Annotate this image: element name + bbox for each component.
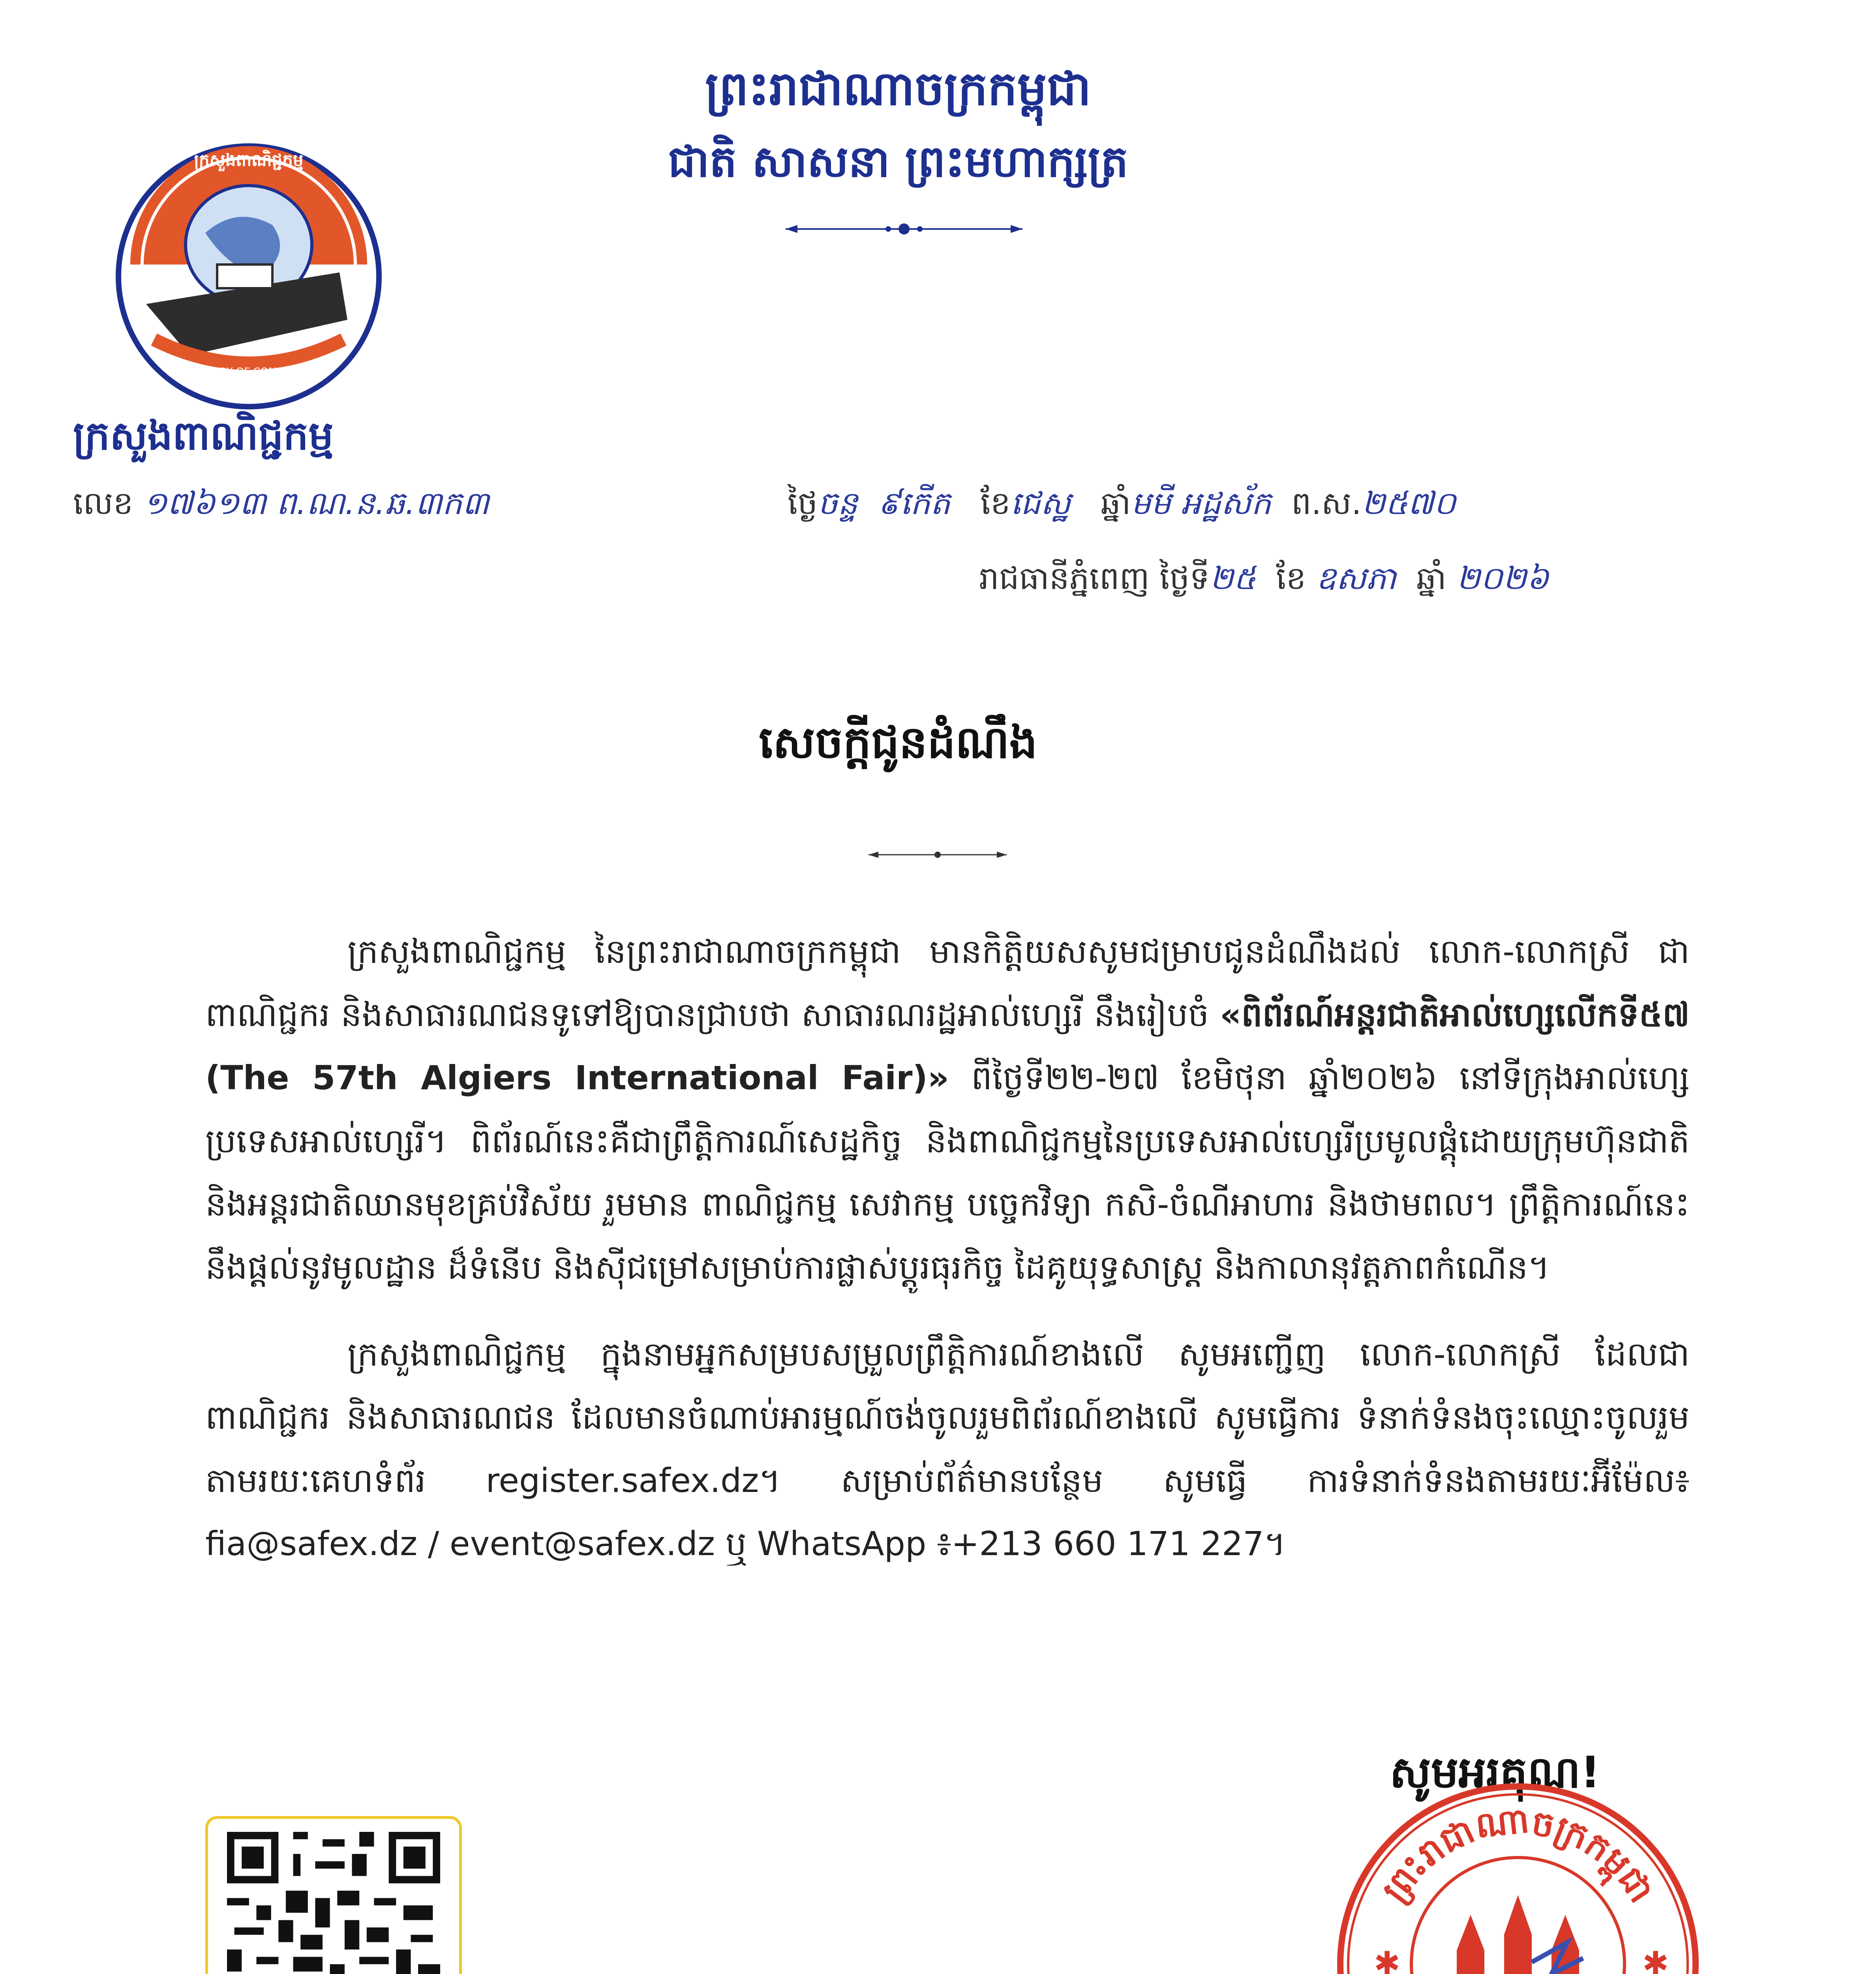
- greg-day: ២៥: [1210, 560, 1256, 597]
- lunar-day: ៩កើត: [878, 485, 951, 522]
- ministry-logo: [87, 134, 411, 418]
- lunar-month: ជេស្ឋ: [1010, 485, 1071, 522]
- closing-thanks: សូមអរគុណ!: [1390, 1747, 1600, 1798]
- reference-number: [73, 484, 489, 530]
- paragraph-1-rest: ពីថ្ងៃទី២២-២៧ ខែមិថុនា ឆ្នាំ២០២៦ នៅទីក្រុងអាល់ហ្សេ ប្រទេសអាល់ហ្សេរី។ ពិព័រណ៍នេះគឺជាព្រឹត្តិការណ៍សេដ្ឋកិច្ច និងពាណិជ្ជកម្មនៃប្រទេសអាល់ហ្សេរីប្រមូលផ្តុំដោយក្រុមហ៊ុនជាតិ និងអន្តរជាតិឈានមុខគ្រប់វិស័យ រួមមាន ពាណិជ្ជកម្ម សេវាកម្ម បច្ចេកវិទ្យា កសិ-ចំណីអាហារ និងថាមពល។ ព្រឹត្តិការណ៍នេះ នឹងផ្តល់នូវមូលដ្ឋាន ដ៏ទំនើប និងស៊ីជម្រៅសម្រាប់ការផ្លាស់ប្តូរធុរកិច្ច ដៃគូយុទ្ធសាស្ត្រ និងកាលានុវត្តភាពកំណើន។: [205, 1058, 1690, 1287]
- fair-name: «ពិព័រណ៍អន្តរជាតិអាល់ហ្សេលើកទី៥៧ (The 57th Algiers International Fair)»: [205, 995, 1690, 1097]
- header-ornament: [786, 221, 1022, 237]
- lunar-year-label: ឆ្នាំ: [1101, 485, 1131, 522]
- paragraph-1-intro: ក្រសួងពាណិជ្ជកម្ម នៃព្រះរាជាណាចក្រកម្ពុជា មានកិត្តិយសសូមជម្រាបជូនដំណឹងដល់ លោក-លោកស្រី ជាពាណិជ្ជករ និងសាធារណជនទូទៅឱ្យបានជ្រាបថា សាធារណរដ្ឋអាល់ហ្សេរី នឹងរៀបចំ: [205, 932, 1690, 1034]
- title-divider: [869, 849, 1007, 861]
- seal-top-text: ព្រះរាជាណាចក្រកម្ពុជា: [1374, 1799, 1662, 1910]
- motto-line: ជាតិ សាសនា ព្រះមហាក្សត្រ: [668, 136, 1128, 187]
- lunar-prefix: ថ្ងៃ: [788, 485, 818, 522]
- lunar-weekday: ចន្ទ: [818, 485, 858, 522]
- svg-text:✱: ✱: [1642, 1945, 1669, 1974]
- qr-code[interactable]: [221, 1832, 446, 1974]
- lunar-month-label: ខែ: [980, 485, 1011, 522]
- greg-year: ២០២៦: [1456, 560, 1549, 597]
- logo-arc-text: ក្រសួងពាណិជ្ជកម្ម: [194, 150, 304, 170]
- kingdom-line: ព្រះរាជាណាចក្រកម្ពុជា: [705, 61, 1091, 116]
- lunar-date: [788, 484, 1456, 530]
- svg-text:✱: ✱: [1374, 1945, 1401, 1974]
- reference-value: ១៧៦១៣ ព.ណ.ន.ឆ.៣ក៣: [143, 485, 490, 522]
- paragraph-1: [205, 920, 1690, 1299]
- greg-year-label: ឆ្នាំ: [1416, 560, 1446, 597]
- greg-prefix: រាជធានីភ្នំពេញ ថ្ងៃទី: [979, 560, 1210, 597]
- document-title: សេចក្តីជូនដំណឹង: [759, 717, 1037, 768]
- lunar-year: មមី អដ្ឋស័ក: [1131, 485, 1271, 522]
- ministry-name: ក្រសួងពាណិជ្ជកម្ម: [73, 413, 334, 459]
- notice-body: [205, 920, 1690, 1575]
- greg-month-label: ខែ: [1276, 560, 1306, 597]
- reference-label: លេខ: [73, 485, 133, 522]
- greg-month: ឧសភា: [1316, 560, 1396, 597]
- paragraph-2: ក្រសួងពាណិជ្ជកម្ម ក្នុងនាមអ្នកសម្របសម្រួលព្រឹត្តិការណ៍ខាងលើ សូមអញ្ជើញ លោក-លោកស្រី ដែលជាពាណិជ្ជករ និងសាធារណជន ដែលមានចំណាប់អារម្មណ៍ចង់ចូលរួមពិព័រណ៍ខាងលើ សូមធ្វើការ ទំនាក់ទំនងចុះឈ្មោះចូលរួមតាមរយៈគេហទំព័រ register.safex.dz។ សម្រាប់ព័ត៌មានបន្ថែម សូមធ្វើ ការទំនាក់ទំនងតាមរយៈអ៊ីម៉ែល៖ fia@safex.dz / event@safex.dz ឬ WhatsApp ៖+213 660 171 227។: [205, 1335, 1690, 1563]
- official-seal: [1330, 1777, 1705, 1974]
- buddhist-era: ២៥៧០: [1361, 485, 1456, 522]
- gregorian-date: [979, 559, 1549, 605]
- logo-banner-text: MINISTRY OF COMMERCE: [184, 366, 313, 378]
- buddhist-era-label: ព.ស.: [1291, 485, 1362, 522]
